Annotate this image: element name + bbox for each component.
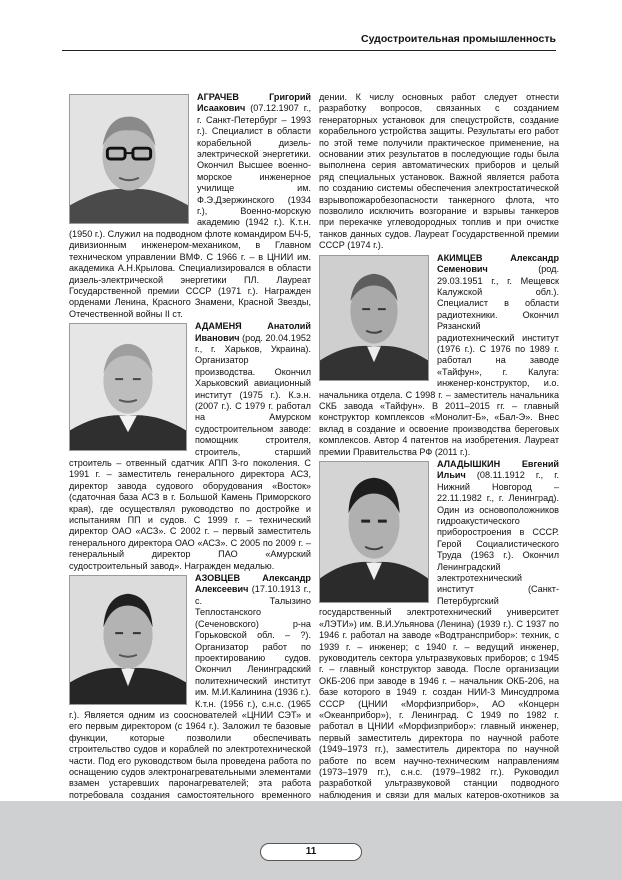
page-number: 11	[260, 843, 362, 861]
entry-text: (07.12.1907 г., г. Санкт-Петербург – 1993 г.). Специалист в области корабельной дизель-электрической энергетики. Окончил Высшее военно-морское инженерное училище им. Ф.Э.Дзержинского (1934 г.), Военно-морскую академию (1942 г.). К.т.н. (1950 г.). Служил на подводном флоте командиром БЧ-5, дивизионным инженером-механиком, в Главном техническом управлении ВМФ. С 1966 г. – в ЦНИИ им. академика А.Н.Крылова. Специализировался в области дизель-электрической энергетики ПЛ. Лауреат Государственной премии СССР (1971 г.). Награжден орденами Ленина, Красного Знамени, Красной Звезды, Отечественной войны II ст.	[69, 103, 312, 319]
biography-entry	[69, 92, 311, 320]
entry-name: АЗОВЦЕВ Александр Алексеевич	[195, 573, 311, 595]
entry-text: (17.10.1913 г., с. Талызино Теплостанского (Сеченовского) р-на Горьковской обл. – ?). Организатор работ по проектированию судов. Окончил Ленинградский политехнический институт им. М.И.Калинина (1936 г.). К.т.н. (1956 г.), с.н.с. (1965 г.). Является одним из сооснователей «ЦНИИ СЭТ» и его первым директором (с 1964 г.). Заложил те базовые функции, которые позволили обеспечивать строительство судов и кораблей по электротехнической части. Под его руководством была проведена работа по оснащению судов электронагревательными элементами взамен устаревших паронагревателей; эта работа потребовала создания самостоятельного временного	[69, 584, 311, 800]
right-column	[319, 92, 559, 848]
biography-entry	[319, 253, 559, 458]
entry-text: дении. К числу основных работ следует отнести разработку вопросов, связанных с созданием генераторных установок для спецустройств, создание корабельного устройства защиты. Результаты его работ по этой теме получили практическое применение, на основании этих результатов в последующие годы была выполнена серия автоматических приборов и целый ряд специальных установок. Важной является работа по созданию системы обеспечения электростатической взрывопожаробезопасности танкерного флота, что позволило исключить возгорание и взрывы танкеров при перекачке углеводородных топлив и при очистке танков данных судов. Лауреат Государственной премии СССР (1974 г.).	[319, 92, 559, 251]
portrait-photo	[319, 255, 429, 381]
entry-name: АЛАДЫШКИН Евгений Ильич	[437, 459, 559, 481]
portrait-photo	[69, 94, 189, 224]
biography-entry	[319, 459, 559, 847]
entry-text: (род. 20.04.1952 г., г. Харьков, Украина). Организатор производства. Окончил Харьковский авиационный институт (1975 г.). К.э.н. (2007 г.). С 1979 г. работал на Амурском судостроительном заводе: помощник строителя, строитель, старший строитель – отвенный сдатчик АПП 3-го поколения. С 1991 г. – заместитель генерального директора АСЗ, директор завода судового оборудования «Восток» (сдаточная база АСЗ в г. Большой Камень Приморского края), где осуществлял руководство по достройке и испытаниям ПП и судов. С 1999 г. – технический директор ОАО «АСЗ». С 2002 г. – первый заместитель генерального директора ОАО «АСЗ». С 2005 по 2009 г. – генеральный директор ПАО «Амурский судостроительный завод». Награжден медалью.	[69, 332, 311, 571]
biography-entry-continued	[319, 92, 559, 252]
entry-name: АКИМЦЕВ Александр Семенович	[437, 252, 559, 275]
left-column	[69, 92, 311, 848]
portrait-photo	[69, 575, 187, 705]
entry-text: (08.11.1912 г., г. Нижний Новгород – 22.11.1982 г., г. Ленинград). Один из основоположников гидроакустического приборостроения в СССР. Герой Социалистического Труда (1963 г.). Окончил Ленинградский электротехнический институт (Санкт-Петербургский государственный электротехнический университет «ЛЭТИ») им. В.И.Ульянова (Ленина) (1939 г.). С 1937 по 1946 г. работал на заводе «Водтрансприбор»: техник, с 1939 г. – инженер; с 1940 г. – ведущий инженер, руководитель сектора ультразвуковых приборов; с 1945 г. – главный конструктор завода. После организации ОКБ-206 при заводе в 1946 г. – начальник ОКБ-206, на базе которого в 1949 г. создан НИИ-3 Минсудпрома СССР (ЦНИИ «Морфизприбор», АО «Концерн «Океанприбор»), г. Ленинград. С 1949 по 1982 г. работал в ЦНИИ «Морфизприбор»: главный инженер, первый заместитель директора по научной работе (1949–1973 гг.), заместитель директора по научной работе по всем научно-техническим направлениям (1973–1979 гг.), с.н.с. (1979–1982 гг.). Руководил разработкой ультразвуковой станции подводного наблюдения и связи для малых катеров-охотников за	[319, 470, 559, 800]
running-title: Судостроительная промышленность	[361, 33, 556, 45]
entry-text: (род. 29.03.1951 г., г. Мещевск Калужской обл.). Специалист в области радиотехники. Окончил Рязанский радиотехнический институт (1976 г.). С 1976 по 1989 г. работал на заводе «Тайфун», г. Калуга: инженер-конструктор, и.о. начальника отдела. С 1998 г. – заместитель начальника СКБ завода «Тайфун». В 2011–2015 гг. – главный конструктор комплексов «Монолит-Б», «Бал-Э». Внес вклад в создание и освоение производства береговых комплексов. Автор 4 патентов на изобретения. Лауреат премии Правительства РФ (2011 г.).	[319, 264, 559, 457]
portrait-photo	[69, 323, 187, 451]
entry-name: АДАМЕНЯ Анатолий Иванович	[195, 321, 311, 343]
biography-entry	[69, 321, 311, 572]
header-rule	[62, 50, 556, 51]
portrait-photo	[319, 461, 429, 603]
footer-band	[0, 801, 622, 880]
entry-name: АГРАЧЕВ Григорий Исаакович	[197, 92, 311, 114]
